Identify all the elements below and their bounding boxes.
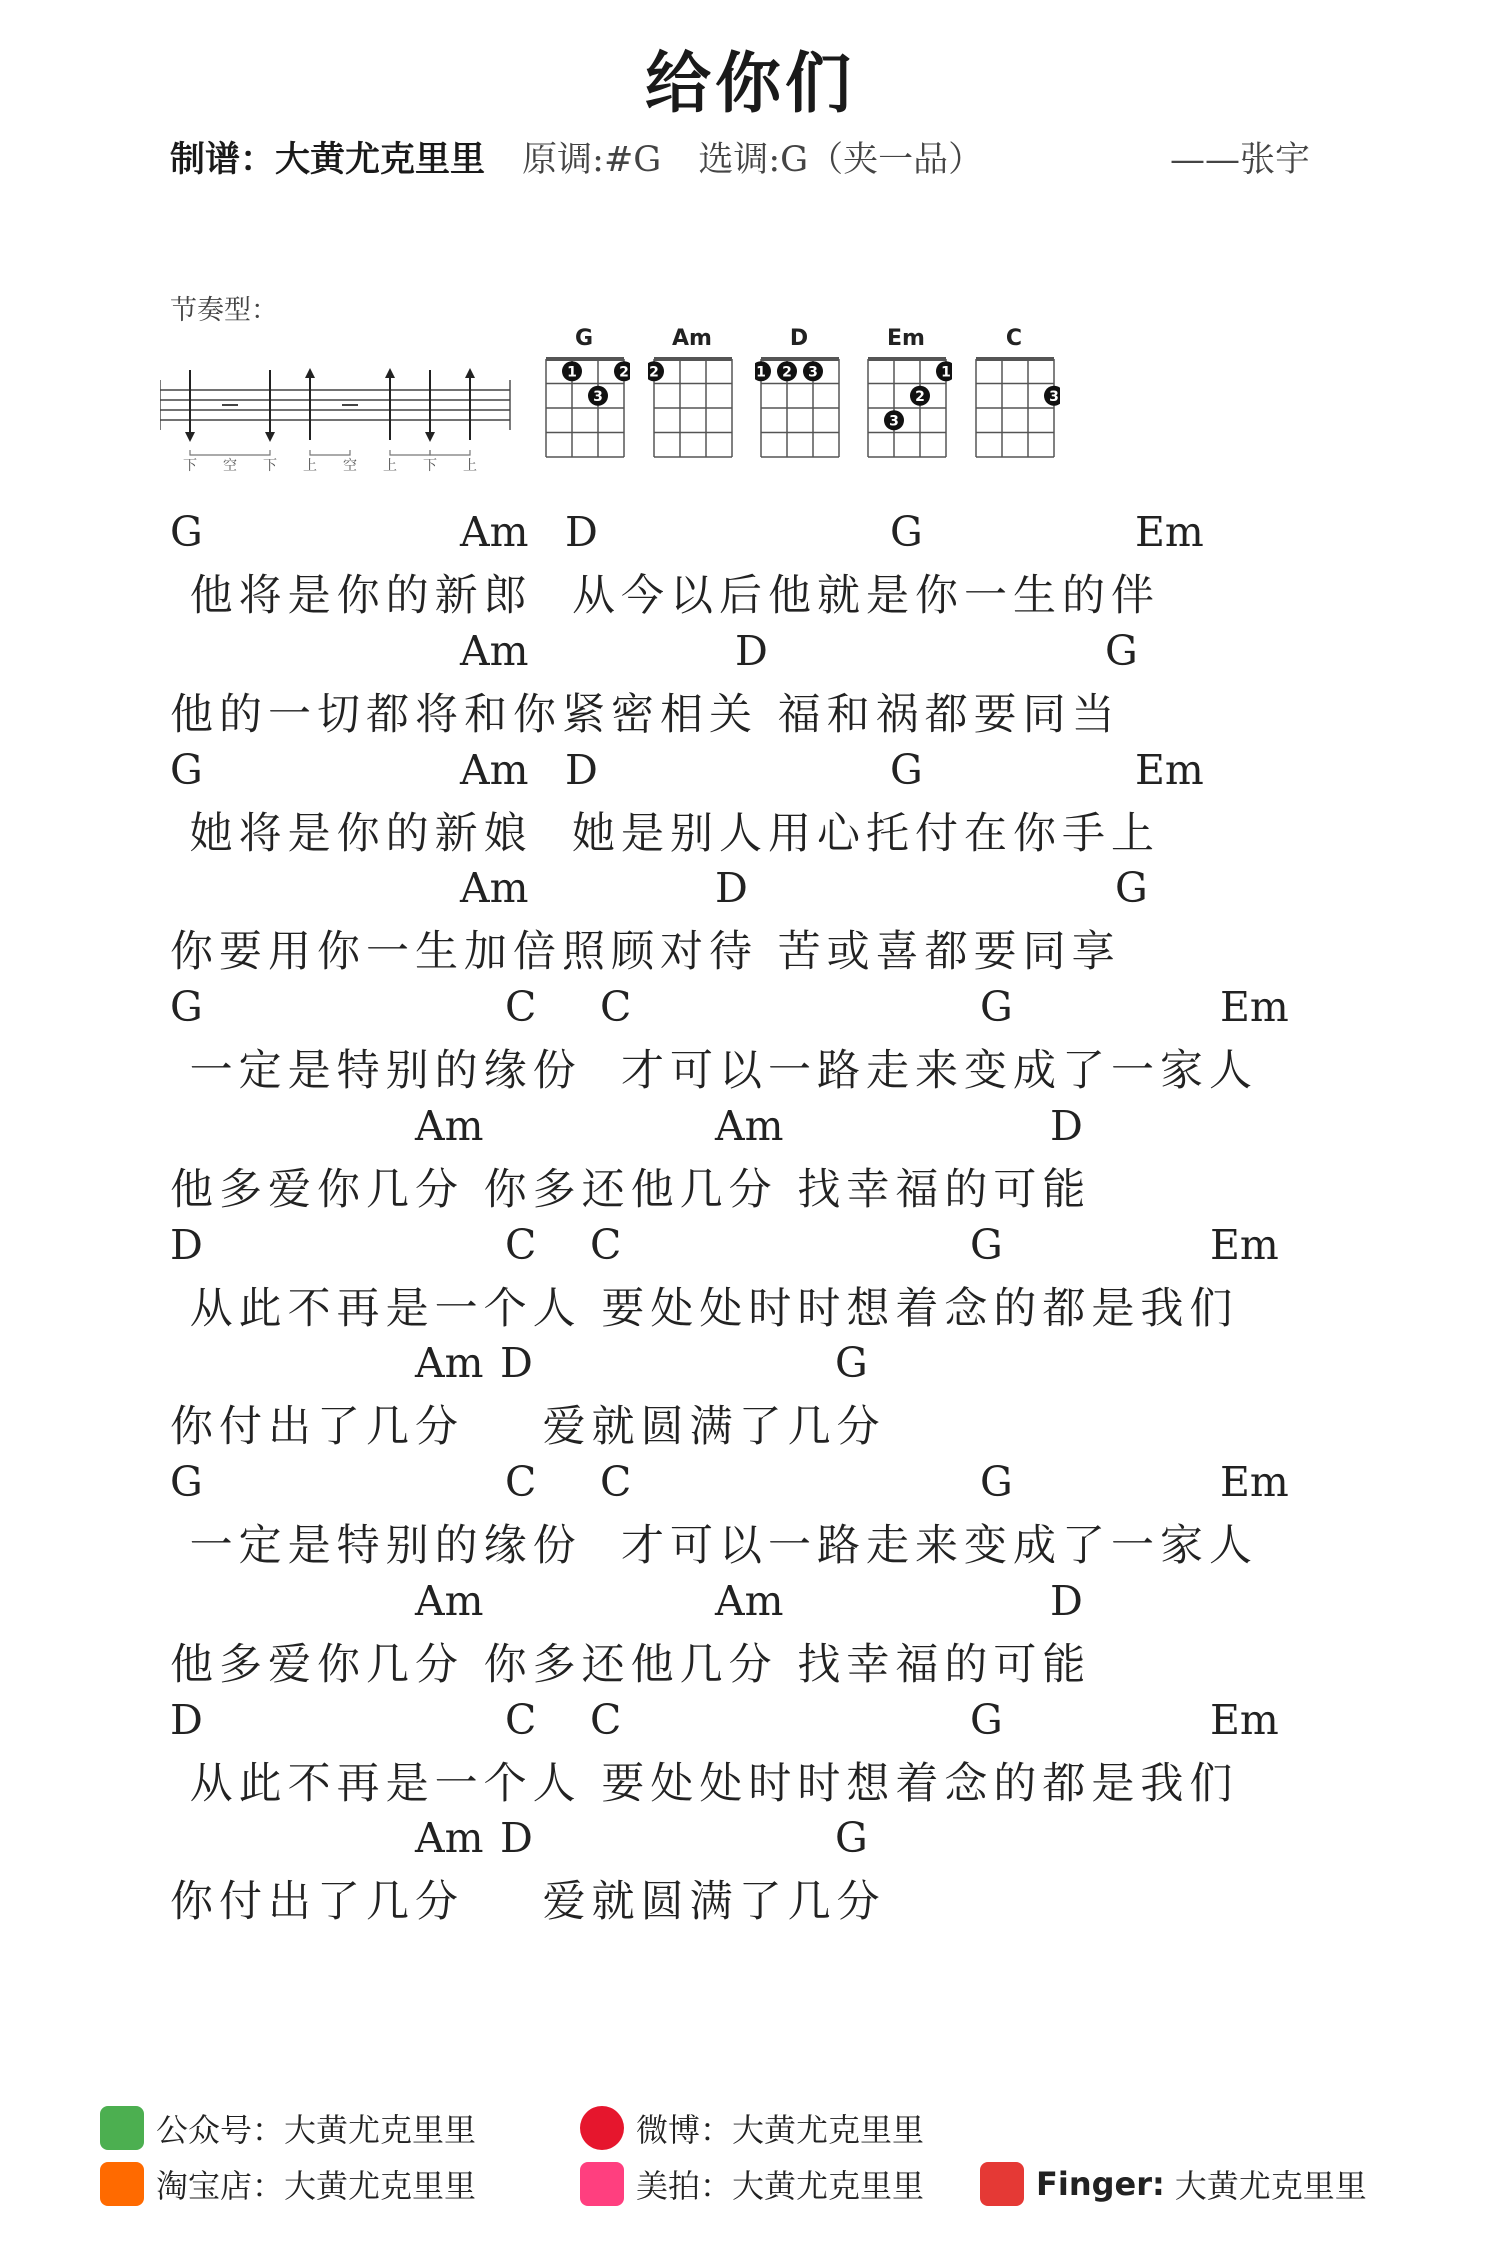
finger-number: 3 [889,413,899,430]
chord-symbol: C [505,1695,537,1744]
chord-symbol: Am [460,745,529,794]
chord-diagram-name: C [1005,326,1023,351]
beam-mark [390,450,430,455]
chord-symbol: G [970,1220,1003,1269]
chord-diagram-name: Em [887,326,925,351]
original-key: 原调:#G [522,140,662,180]
chord-symbol: D [500,1814,533,1863]
chord-diagram-name: G [574,326,594,351]
up-stroke-arrow [465,368,475,440]
finger-number: 2 [619,364,629,381]
song-line [170,983,1370,1098]
chord-symbol: G [980,983,1013,1031]
rhythm-stroke-label: 上 [383,458,397,474]
chord-row [170,1458,1370,1516]
chord-symbol: D [170,1220,203,1269]
wechat-icon [100,2106,144,2150]
finger-number: 3 [808,364,818,381]
song-title: 给你们 [645,44,855,122]
chord-symbol: D [715,864,748,913]
chord-symbol: G [1105,626,1138,675]
chord-symbol: Em [1135,508,1204,556]
chord-row [170,1102,1370,1160]
weibo-icon [580,2106,624,2150]
chord-symbol: Em [1220,983,1289,1031]
chord-symbol: Am [415,1101,484,1150]
lyric-line: 一定是特别的缘份 才可以一路走来变成了一家人 [170,1046,1259,1096]
chord-symbol: D [565,745,598,794]
fretboard [862,353,952,463]
chord-symbol: Am [415,1576,484,1625]
song-line [170,1696,1370,1811]
chord-symbol: D [170,1695,203,1744]
rhythm-stroke-label: 空 [223,458,237,474]
up-stroke-arrow [305,368,315,440]
rhythm-pattern [160,340,520,520]
chord-symbol: Am [460,508,529,556]
chord-symbol: Em [1210,1695,1279,1744]
chord-symbol: C [505,1220,537,1269]
chord-symbol: D [735,626,768,675]
song-line [170,508,1370,623]
rhythm-stroke-label: 上 [303,458,317,474]
chord-diagram-name: D [789,326,809,351]
rhythm-stroke-label: 下 [263,458,277,474]
taobao-link[interactable] [100,2161,476,2207]
chord-symbol: Am [415,1339,484,1388]
rhythm-stroke-label: 上 [463,458,477,474]
chord-symbol: G [890,745,923,794]
chord-diagram-g [540,326,650,467]
fretboard [755,353,845,463]
chord-symbol: C [505,983,537,1031]
meipai-label: 美拍：大黄尤克里里 [636,2167,925,2205]
chord-row [170,1814,1370,1872]
finger-number: 3 [593,388,603,405]
song-line [170,746,1370,861]
lyric-line: 他的一切都将和你紧密相关 福和祸都要同当 [170,689,1121,740]
chord-symbol: D [1050,1101,1083,1150]
chord-row [170,1221,1370,1279]
finger-number: 2 [649,364,659,381]
chord-symbol: G [170,745,203,794]
finger-number: 2 [915,388,925,405]
rhythm-stroke-label: 空 [343,458,357,474]
chord-diagram-d [755,326,865,467]
rhythm-stroke-label: 下 [183,458,197,474]
finger-number: 1 [941,364,951,381]
fretboard [970,353,1060,463]
wechat-link[interactable] [100,2105,476,2151]
artist-credit: ——张宇 [1170,140,1311,180]
song-line [170,1458,1370,1573]
wechat-label: 公众号：大黄尤克里里 [156,2111,477,2149]
chord-row [170,1696,1370,1754]
beam-mark [310,450,350,455]
chord-symbol: C [590,1220,622,1269]
lyric-line: 从此不再是一个人 要处处时时想着念的都是我们 [170,1758,1239,1809]
chord-symbol: G [170,508,203,556]
chord-symbol: Am [715,1576,784,1625]
finger-number: 1 [756,364,766,381]
finger-brand: Finger: [1036,2165,1165,2203]
chord-symbol: Em [1220,1458,1289,1506]
chord-symbol: Am [415,1814,484,1863]
chord-symbol: G [170,983,203,1031]
chord-symbol: D [500,1339,533,1388]
lyric-line: 你付出了几分 爱就圆满了几分 [170,1402,886,1453]
chord-symbol: D [1050,1576,1083,1625]
chord-row [170,746,1370,804]
chord-symbol: Am [715,1101,784,1150]
song-line [170,1814,1370,1929]
song-line [170,1221,1370,1336]
fretboard [648,353,738,463]
chord-symbol: Em [1135,745,1204,794]
fretboard [540,353,630,463]
chord-symbol: G [890,508,923,556]
chord-row [170,1577,1370,1635]
song-line [170,864,1370,979]
chord-diagram-c [970,326,1080,467]
chord-row [170,864,1370,922]
chord-symbol: Am [460,864,529,913]
lyric-line: 从此不再是一个人 要处处时时想着念的都是我们 [170,1283,1239,1334]
song-line [170,1102,1370,1217]
arranger-credit: 制谱：大黄尤克里里 [170,139,486,180]
chosen-key: 选调:G（夹一品） [698,140,984,180]
lyric-line: 她将是你的新娘 她是别人用心托付在你手上 [170,808,1161,859]
lyric-line: 你付出了几分 爱就圆满了几分 [170,1877,886,1928]
lyric-line: 他将是你的新郎 从今以后他就是你一生的伴 [170,571,1161,621]
chord-symbol: G [970,1695,1003,1744]
finger-number: 3 [1049,388,1059,405]
finger-app-icon [980,2162,1024,2206]
chord-symbol: C [590,1695,622,1744]
taobao-label: 淘宝店：大黄尤克里里 [156,2167,477,2205]
chord-diagram-am [648,326,758,467]
chord-symbol: G [170,1458,203,1506]
down-stroke-arrow [185,370,195,442]
lyric-line: 他多爱你几分 你多还他几分 找幸福的可能 [170,1164,1092,1215]
weibo-link[interactable] [580,2105,924,2151]
chord-row [170,983,1370,1041]
chord-symbol: C [600,1458,632,1506]
beam-mark [430,450,470,455]
weibo-label: 微博：大黄尤克里里 [636,2111,925,2149]
finger-link[interactable] [980,2161,1367,2207]
beam-mark [190,450,270,455]
finger-label: 大黄尤克里里 [1174,2167,1367,2205]
chord-symbol: C [600,983,632,1031]
down-stroke-arrow [265,370,275,442]
chord-symbol: Em [1210,1220,1279,1269]
meipai-link[interactable] [580,2161,924,2207]
chord-symbol: G [835,1814,868,1863]
down-stroke-arrow [425,370,435,442]
meipai-icon [580,2162,624,2206]
up-stroke-arrow [385,368,395,440]
finger-number: 1 [567,364,577,381]
chord-diagram-em [862,326,972,467]
lyric-line: 一定是特别的缘份 才可以一路走来变成了一家人 [170,1521,1259,1571]
chord-symbol: G [980,1458,1013,1506]
chord-symbol: G [1115,864,1148,913]
chord-row [170,627,1370,685]
rhythm-label: 节奏型： [170,295,278,326]
song-line [170,627,1370,742]
chord-row [170,508,1370,566]
finger-number: 2 [782,364,792,381]
chord-diagram-name: Am [672,326,712,351]
lyric-line: 你要用你一生加倍照顾对待 苦或喜都要同享 [170,927,1121,978]
song-line [170,1339,1370,1454]
lyric-line: 他多爱你几分 你多还他几分 找幸福的可能 [170,1639,1092,1690]
score-meta [170,132,983,182]
chord-symbol: Am [460,626,529,675]
chord-symbol: D [565,508,598,556]
chord-symbol: G [835,1339,868,1388]
taobao-icon [100,2162,144,2206]
song-line [170,1577,1370,1692]
rhythm-stroke-label: 下 [423,458,437,474]
chord-row [170,1339,1370,1397]
chord-symbol: C [505,1458,537,1506]
